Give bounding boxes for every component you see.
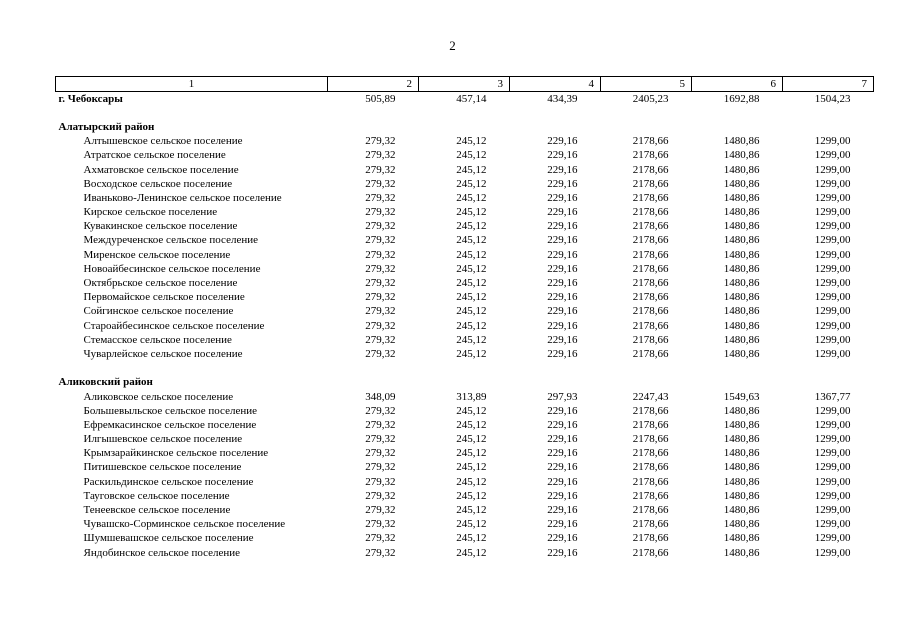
value-cell: 1480,86 [723, 489, 760, 502]
empty-cell [692, 120, 783, 134]
value-cell: 1480,86 [723, 149, 760, 162]
value-cell: 1299,00 [814, 248, 851, 261]
value-cell: 1299,00 [814, 135, 851, 148]
value-cell: 229,16 [547, 461, 578, 474]
value-cell: 1299,00 [814, 234, 851, 247]
value-cell: 279,32 [365, 262, 396, 275]
value-cell: 2178,66 [632, 418, 669, 431]
value-cell: 2178,66 [632, 149, 669, 162]
value-cell: 1480,86 [723, 461, 760, 474]
value-cell: 457,14 [456, 92, 487, 105]
table-row [56, 404, 874, 418]
value-cell: 279,32 [365, 191, 396, 204]
value-cell: 1480,86 [723, 333, 760, 346]
value-cell: 1480,86 [723, 305, 760, 318]
settlement-name: Ахматовское сельское поселение [83, 163, 239, 176]
value-cell: 245,12 [456, 248, 487, 261]
value-cell: 229,16 [547, 220, 578, 233]
value-cell: 1299,00 [814, 262, 851, 275]
value-cell: 279,32 [365, 319, 396, 332]
empty-cell [419, 376, 510, 390]
value-cell: 2178,66 [632, 163, 669, 176]
empty-cell [692, 376, 783, 390]
value-cell: 1299,00 [814, 220, 851, 233]
value-cell: 1480,86 [723, 532, 760, 545]
value-cell: 2178,66 [632, 489, 669, 502]
value-cell: 229,16 [547, 277, 578, 290]
value-cell: 1299,00 [814, 532, 851, 545]
settlement-name: Тауговское сельское поселение [83, 489, 230, 502]
table-row [56, 461, 874, 475]
value-cell: 229,16 [547, 333, 578, 346]
settlement-name: Атратское сельское поселение [83, 149, 226, 162]
value-cell: 1299,00 [814, 461, 851, 474]
value-cell: 313,89 [456, 390, 487, 403]
spacer-cell [56, 106, 874, 120]
value-cell: 1299,00 [814, 504, 851, 517]
empty-cell [328, 376, 419, 390]
value-cell: 434,39 [547, 92, 578, 105]
value-cell: 279,32 [365, 461, 396, 474]
value-cell: 229,16 [547, 177, 578, 190]
value-cell: 279,32 [365, 291, 396, 304]
value-cell: 229,16 [547, 305, 578, 318]
settlement-name: Октябрьское сельское поселение [83, 277, 238, 290]
value-cell: 1549,63 [723, 390, 760, 403]
value-cell: 279,32 [365, 234, 396, 247]
column-header: 6 [692, 77, 783, 92]
value-cell: 1299,00 [814, 418, 851, 431]
empty-cell [601, 376, 692, 390]
table-row [56, 418, 874, 432]
value-cell: 229,16 [547, 206, 578, 219]
value-cell: 1480,86 [723, 433, 760, 446]
value-cell: 229,16 [547, 546, 578, 559]
column-number-header [56, 77, 874, 92]
value-cell: 245,12 [456, 347, 487, 360]
settlement-name: Стемасское сельское поселение [83, 333, 232, 346]
value-cell: 245,12 [456, 277, 487, 290]
value-cell: 1480,86 [723, 418, 760, 431]
value-cell: 279,32 [365, 305, 396, 318]
value-cell: 2178,66 [632, 135, 669, 148]
value-cell: 245,12 [456, 234, 487, 247]
value-cell: 2178,66 [632, 277, 669, 290]
value-cell: 2178,66 [632, 248, 669, 261]
table-body [56, 92, 874, 561]
value-cell: 229,16 [547, 319, 578, 332]
table-row [56, 305, 874, 319]
settlement-name: Тенеевское сельское поселение [83, 504, 231, 517]
value-cell: 279,32 [365, 489, 396, 502]
value-cell: 2405,23 [632, 92, 669, 105]
settlement-name: Староайбесинское сельское поселение [83, 319, 265, 332]
value-cell: 245,12 [456, 489, 487, 502]
empty-cell [783, 120, 874, 134]
value-cell: 2178,66 [632, 532, 669, 545]
value-cell: 279,32 [365, 532, 396, 545]
spacer-cell [56, 362, 874, 376]
city-row [56, 92, 874, 107]
value-cell: 1299,00 [814, 447, 851, 460]
value-cell: 279,32 [365, 418, 396, 431]
value-cell: 2178,66 [632, 291, 669, 304]
value-cell: 229,16 [547, 489, 578, 502]
value-cell: 1299,00 [814, 277, 851, 290]
page-number: 2 [449, 38, 456, 53]
value-cell: 245,12 [456, 461, 487, 474]
value-cell: 2178,66 [632, 234, 669, 247]
value-cell: 279,32 [365, 333, 396, 346]
value-cell: 1504,23 [814, 92, 851, 105]
settlement-name: Алтышевское сельское поселение [83, 135, 243, 148]
value-cell: 1480,86 [723, 135, 760, 148]
data-table [55, 76, 874, 560]
value-cell: 1480,86 [723, 518, 760, 531]
table-row [56, 291, 874, 305]
value-cell: 1480,86 [723, 234, 760, 247]
table-row [56, 149, 874, 163]
value-cell: 1299,00 [814, 546, 851, 559]
value-cell: 245,12 [456, 220, 487, 233]
value-cell: 1299,00 [814, 347, 851, 360]
value-cell: 1480,86 [723, 206, 760, 219]
value-cell: 1299,00 [814, 489, 851, 502]
empty-cell [419, 120, 510, 134]
column-header: 3 [419, 77, 510, 92]
value-cell: 1480,86 [723, 319, 760, 332]
value-cell: 245,12 [456, 504, 487, 517]
empty-cell [510, 376, 601, 390]
table-row [56, 503, 874, 517]
value-cell: 229,16 [547, 475, 578, 488]
empty-cell [783, 376, 874, 390]
settlement-name: Аликовское сельское поселение [83, 390, 234, 403]
value-cell: 229,16 [547, 532, 578, 545]
value-cell: 229,16 [547, 404, 578, 417]
table-row [56, 234, 874, 248]
settlement-name: Кувакинское сельское поселение [83, 220, 238, 233]
value-cell: 1480,86 [723, 475, 760, 488]
value-cell: 245,12 [456, 518, 487, 531]
value-cell: 245,12 [456, 319, 487, 332]
value-cell: 2178,66 [632, 504, 669, 517]
column-header: 2 [328, 77, 419, 92]
value-cell: 279,32 [365, 277, 396, 290]
table-row [56, 319, 874, 333]
value-cell: 1480,86 [723, 248, 760, 261]
column-header: 7 [783, 77, 874, 92]
value-cell: 279,32 [365, 518, 396, 531]
value-cell: 1480,86 [723, 504, 760, 517]
value-cell: 1480,86 [723, 447, 760, 460]
value-cell: 1480,86 [723, 163, 760, 176]
table-row [56, 475, 874, 489]
table-row [56, 390, 874, 404]
value-cell: 245,12 [456, 305, 487, 318]
district-name: Аликовский район [58, 376, 153, 389]
value-cell: 229,16 [547, 234, 578, 247]
table-row [56, 191, 874, 205]
value-cell: 297,93 [547, 390, 578, 403]
value-cell: 245,12 [456, 206, 487, 219]
value-cell: 229,16 [547, 291, 578, 304]
settlement-name: Первомайское сельское поселение [83, 291, 245, 304]
settlement-name: Восходское сельское поселение [83, 177, 233, 190]
value-cell: 245,12 [456, 163, 487, 176]
value-cell: 229,16 [547, 163, 578, 176]
value-cell: 2178,66 [632, 206, 669, 219]
table-row [56, 248, 874, 262]
settlement-name: Илгышевское сельское поселение [83, 433, 243, 446]
value-cell: 1480,86 [723, 262, 760, 275]
column-header: 5 [601, 77, 692, 92]
value-cell: 279,32 [365, 433, 396, 446]
value-cell: 279,32 [365, 163, 396, 176]
value-cell: 229,16 [547, 447, 578, 460]
value-cell: 2178,66 [632, 461, 669, 474]
table-row [56, 333, 874, 347]
value-cell: 245,12 [456, 532, 487, 545]
value-cell: 1480,86 [723, 347, 760, 360]
settlement-name: Новоайбесинское сельское поселение [83, 262, 261, 275]
column-header: 4 [510, 77, 601, 92]
settlement-name: Чувашско-Сорминское сельское поселение [83, 518, 286, 531]
value-cell: 229,16 [547, 518, 578, 531]
value-cell: 1480,86 [723, 291, 760, 304]
value-cell: 1299,00 [814, 319, 851, 332]
value-cell: 1480,86 [723, 220, 760, 233]
value-cell: 1299,00 [814, 149, 851, 162]
district-header-row [56, 376, 874, 390]
district-header-row [56, 120, 874, 134]
settlement-name: Междуреченское сельское поселение [83, 234, 258, 247]
value-cell: 279,32 [365, 475, 396, 488]
value-cell: 279,32 [365, 404, 396, 417]
value-cell: 1299,00 [814, 163, 851, 176]
value-cell: 279,32 [365, 447, 396, 460]
table-row [56, 347, 874, 361]
settlement-name: Кирское сельское поселение [83, 206, 218, 219]
value-cell: 2178,66 [632, 177, 669, 190]
value-cell: 1299,00 [814, 333, 851, 346]
table-row [56, 276, 874, 290]
value-cell: 245,12 [456, 149, 487, 162]
value-cell: 2178,66 [632, 433, 669, 446]
table-row [56, 518, 874, 532]
settlement-name: Раскильдинское сельское поселение [83, 475, 254, 488]
value-cell: 2178,66 [632, 404, 669, 417]
settlement-name: Ефремкасинское сельское поселение [83, 418, 257, 431]
value-cell: 1480,86 [723, 277, 760, 290]
value-cell: 1299,00 [814, 206, 851, 219]
column-header: 1 [56, 77, 328, 92]
value-cell: 229,16 [547, 191, 578, 204]
settlement-name: Миренское сельское поселение [83, 248, 231, 261]
value-cell: 2178,66 [632, 191, 669, 204]
settlement-name: Большевыльское сельское поселение [83, 404, 257, 417]
value-cell: 279,32 [365, 177, 396, 190]
city-name: г. Чебоксары [58, 92, 123, 105]
spacer-row [56, 362, 874, 376]
value-cell: 2247,43 [632, 390, 669, 403]
value-cell: 1480,86 [723, 546, 760, 559]
value-cell: 245,12 [456, 447, 487, 460]
district-name: Алатырский район [58, 120, 155, 133]
table-row [56, 163, 874, 177]
value-cell: 229,16 [547, 347, 578, 360]
value-cell: 1299,00 [814, 433, 851, 446]
empty-cell [601, 120, 692, 134]
value-cell: 505,89 [365, 92, 396, 105]
value-cell: 229,16 [547, 149, 578, 162]
value-cell: 2178,66 [632, 305, 669, 318]
value-cell: 245,12 [456, 433, 487, 446]
value-cell: 1299,00 [814, 191, 851, 204]
value-cell: 2178,66 [632, 447, 669, 460]
value-cell: 1480,86 [723, 177, 760, 190]
value-cell: 1299,00 [814, 518, 851, 531]
value-cell: 245,12 [456, 418, 487, 431]
value-cell: 245,12 [456, 262, 487, 275]
value-cell: 1367,77 [814, 390, 851, 403]
value-cell: 2178,66 [632, 475, 669, 488]
value-cell: 245,12 [456, 177, 487, 190]
value-cell: 2178,66 [632, 220, 669, 233]
table-row [56, 447, 874, 461]
value-cell: 245,12 [456, 333, 487, 346]
value-cell: 279,32 [365, 248, 396, 261]
value-cell: 245,12 [456, 546, 487, 559]
value-cell: 279,32 [365, 220, 396, 233]
table-row [56, 433, 874, 447]
value-cell: 1299,00 [814, 475, 851, 488]
settlement-name: Иваньково-Ленинское сельское поселение [83, 191, 282, 204]
value-cell: 1299,00 [814, 177, 851, 190]
table-row [56, 546, 874, 560]
empty-cell [510, 120, 601, 134]
spacer-row [56, 106, 874, 120]
value-cell: 229,16 [547, 248, 578, 261]
value-cell: 245,12 [456, 291, 487, 304]
value-cell: 279,32 [365, 546, 396, 559]
value-cell: 1299,00 [814, 305, 851, 318]
value-cell: 1692,88 [723, 92, 760, 105]
value-cell: 245,12 [456, 191, 487, 204]
value-cell: 2178,66 [632, 546, 669, 559]
table-row [56, 135, 874, 149]
table-row [56, 220, 874, 234]
value-cell: 1480,86 [723, 191, 760, 204]
value-cell: 279,32 [365, 149, 396, 162]
value-cell: 229,16 [547, 262, 578, 275]
value-cell: 279,32 [365, 504, 396, 517]
value-cell: 229,16 [547, 433, 578, 446]
value-cell: 2178,66 [632, 347, 669, 360]
empty-cell [328, 120, 419, 134]
settlement-name: Крымзарайкинское сельское поселение [83, 447, 269, 460]
value-cell: 2178,66 [632, 333, 669, 346]
settlement-name: Яндобинское сельское поселение [83, 546, 241, 559]
value-cell: 245,12 [456, 135, 487, 148]
table-row [56, 206, 874, 220]
value-cell: 2178,66 [632, 319, 669, 332]
table-row [56, 489, 874, 503]
value-cell: 1480,86 [723, 404, 760, 417]
value-cell: 245,12 [456, 475, 487, 488]
value-cell: 245,12 [456, 404, 487, 417]
value-cell: 2178,66 [632, 262, 669, 275]
table-row [56, 262, 874, 276]
settlement-name: Чуварлейское сельское поселение [83, 347, 243, 360]
table-row [56, 532, 874, 546]
value-cell: 1299,00 [814, 404, 851, 417]
table-row [56, 177, 874, 191]
value-cell: 229,16 [547, 418, 578, 431]
value-cell: 229,16 [547, 135, 578, 148]
settlement-name: Питишевское сельское поселение [83, 461, 242, 474]
value-cell: 279,32 [365, 347, 396, 360]
settlement-name: Сойгинское сельское поселение [83, 305, 234, 318]
value-cell: 1299,00 [814, 291, 851, 304]
value-cell: 2178,66 [632, 518, 669, 531]
settlement-name: Шумшевашское сельское поселение [83, 532, 254, 545]
value-cell: 348,09 [365, 390, 396, 403]
value-cell: 279,32 [365, 135, 396, 148]
value-cell: 229,16 [547, 504, 578, 517]
value-cell: 279,32 [365, 206, 396, 219]
